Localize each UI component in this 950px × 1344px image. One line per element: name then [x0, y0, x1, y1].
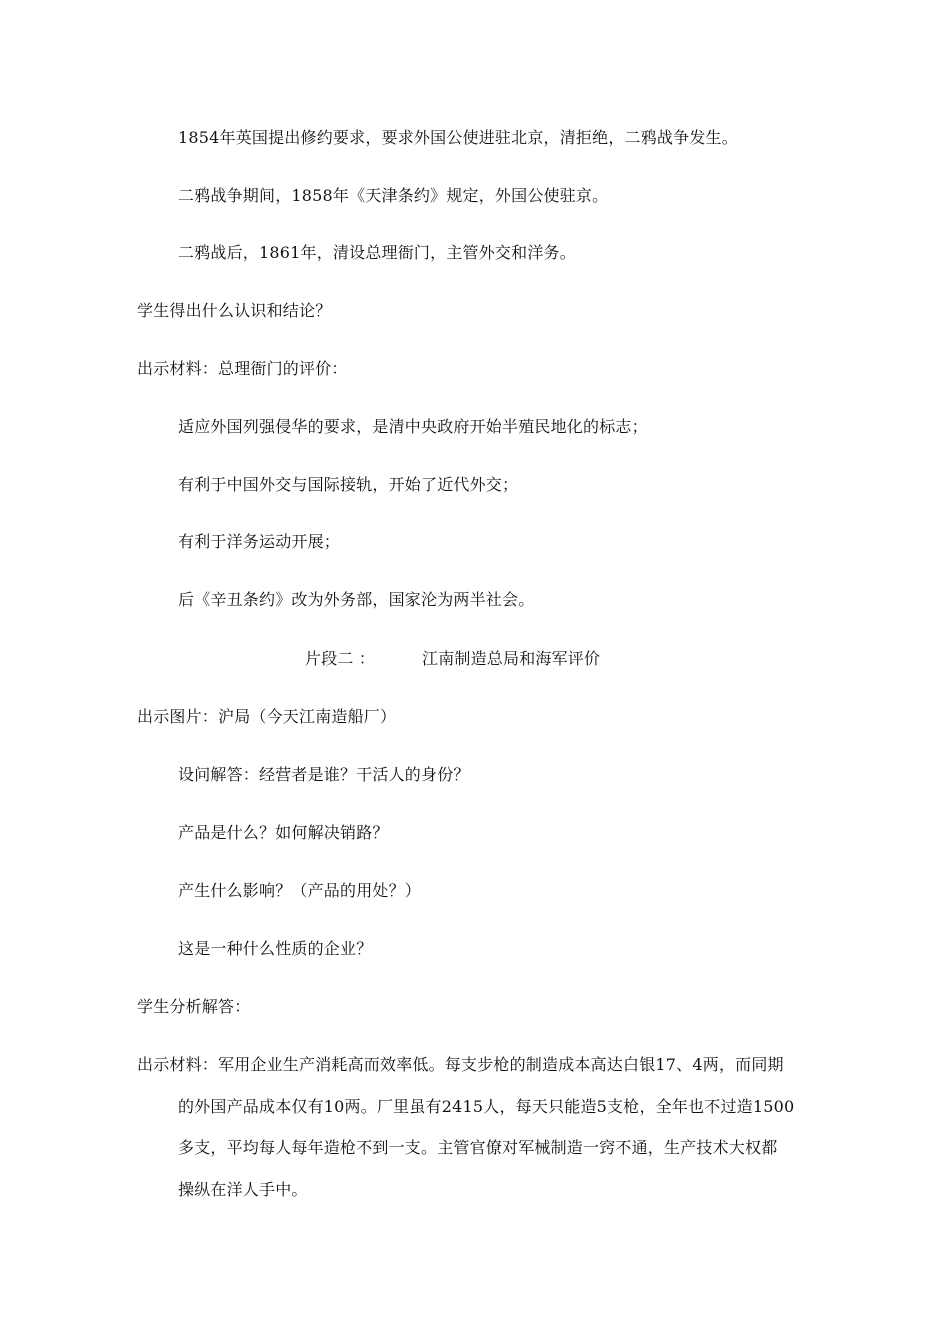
material-paragraph-line-4: 操纵在洋人手中。	[178, 1180, 308, 1199]
history-line-1854: 1854年英国提出修约要求，要求外国公使进驻北京，清拒绝，二鸦战争发生。	[178, 128, 738, 147]
student-analysis-prompt: 学生分析解答：	[137, 997, 251, 1016]
question-line-1: 设问解答：经营者是谁？干活人的身份？	[178, 765, 470, 784]
segment-title: 江南制造总局和海军评价	[422, 649, 601, 668]
material-paragraph-line-3: 多支，平均每人每年造枪不到一支。主管官僚对军械制造一窍不通，生产技术大权都	[178, 1138, 778, 1157]
question-line-2: 产品是什么？如何解决销路？	[178, 823, 389, 842]
evaluation-point-3: 有利于洋务运动开展；	[178, 532, 341, 551]
history-line-1858: 二鸦战争期间，1858年《天津条约》规定，外国公使驻京。	[178, 186, 609, 205]
evaluation-point-2: 有利于中国外交与国际接轨，开始了近代外交；	[178, 475, 519, 494]
segment-label: 片段二 ：	[305, 649, 376, 668]
student-conclusion-question: 学生得出什么认识和结论？	[137, 301, 332, 320]
question-line-3: 产生什么影响？（产品的用处？）	[178, 881, 422, 900]
question-line-4: 这是一种什么性质的企业？	[178, 939, 373, 958]
history-line-1861: 二鸦战后，1861年，清设总理衙门，主管外交和洋务。	[178, 243, 576, 262]
material-paragraph-line-2: 的外国产品成本仅有10两。厂里虽有2415人，每天只能造5支枪，全年也不过造1500	[178, 1097, 795, 1116]
evaluation-point-4: 后《辛丑条约》改为外务部，国家沦为两半社会。	[178, 590, 535, 609]
material-paragraph-line-1: 出示材料：军用企业生产消耗高而效率低。每支步枪的制造成本高达白银17、4两，而同期	[137, 1055, 784, 1074]
evaluation-point-1: 适应外国列强侵华的要求，是清中央政府开始半殖民地化的标志；	[178, 417, 648, 436]
material-intro-zongli-yamen: 出示材料：总理衙门的评价：	[137, 359, 348, 378]
picture-intro: 出示图片：沪局（今天江南造船厂）	[137, 707, 397, 726]
